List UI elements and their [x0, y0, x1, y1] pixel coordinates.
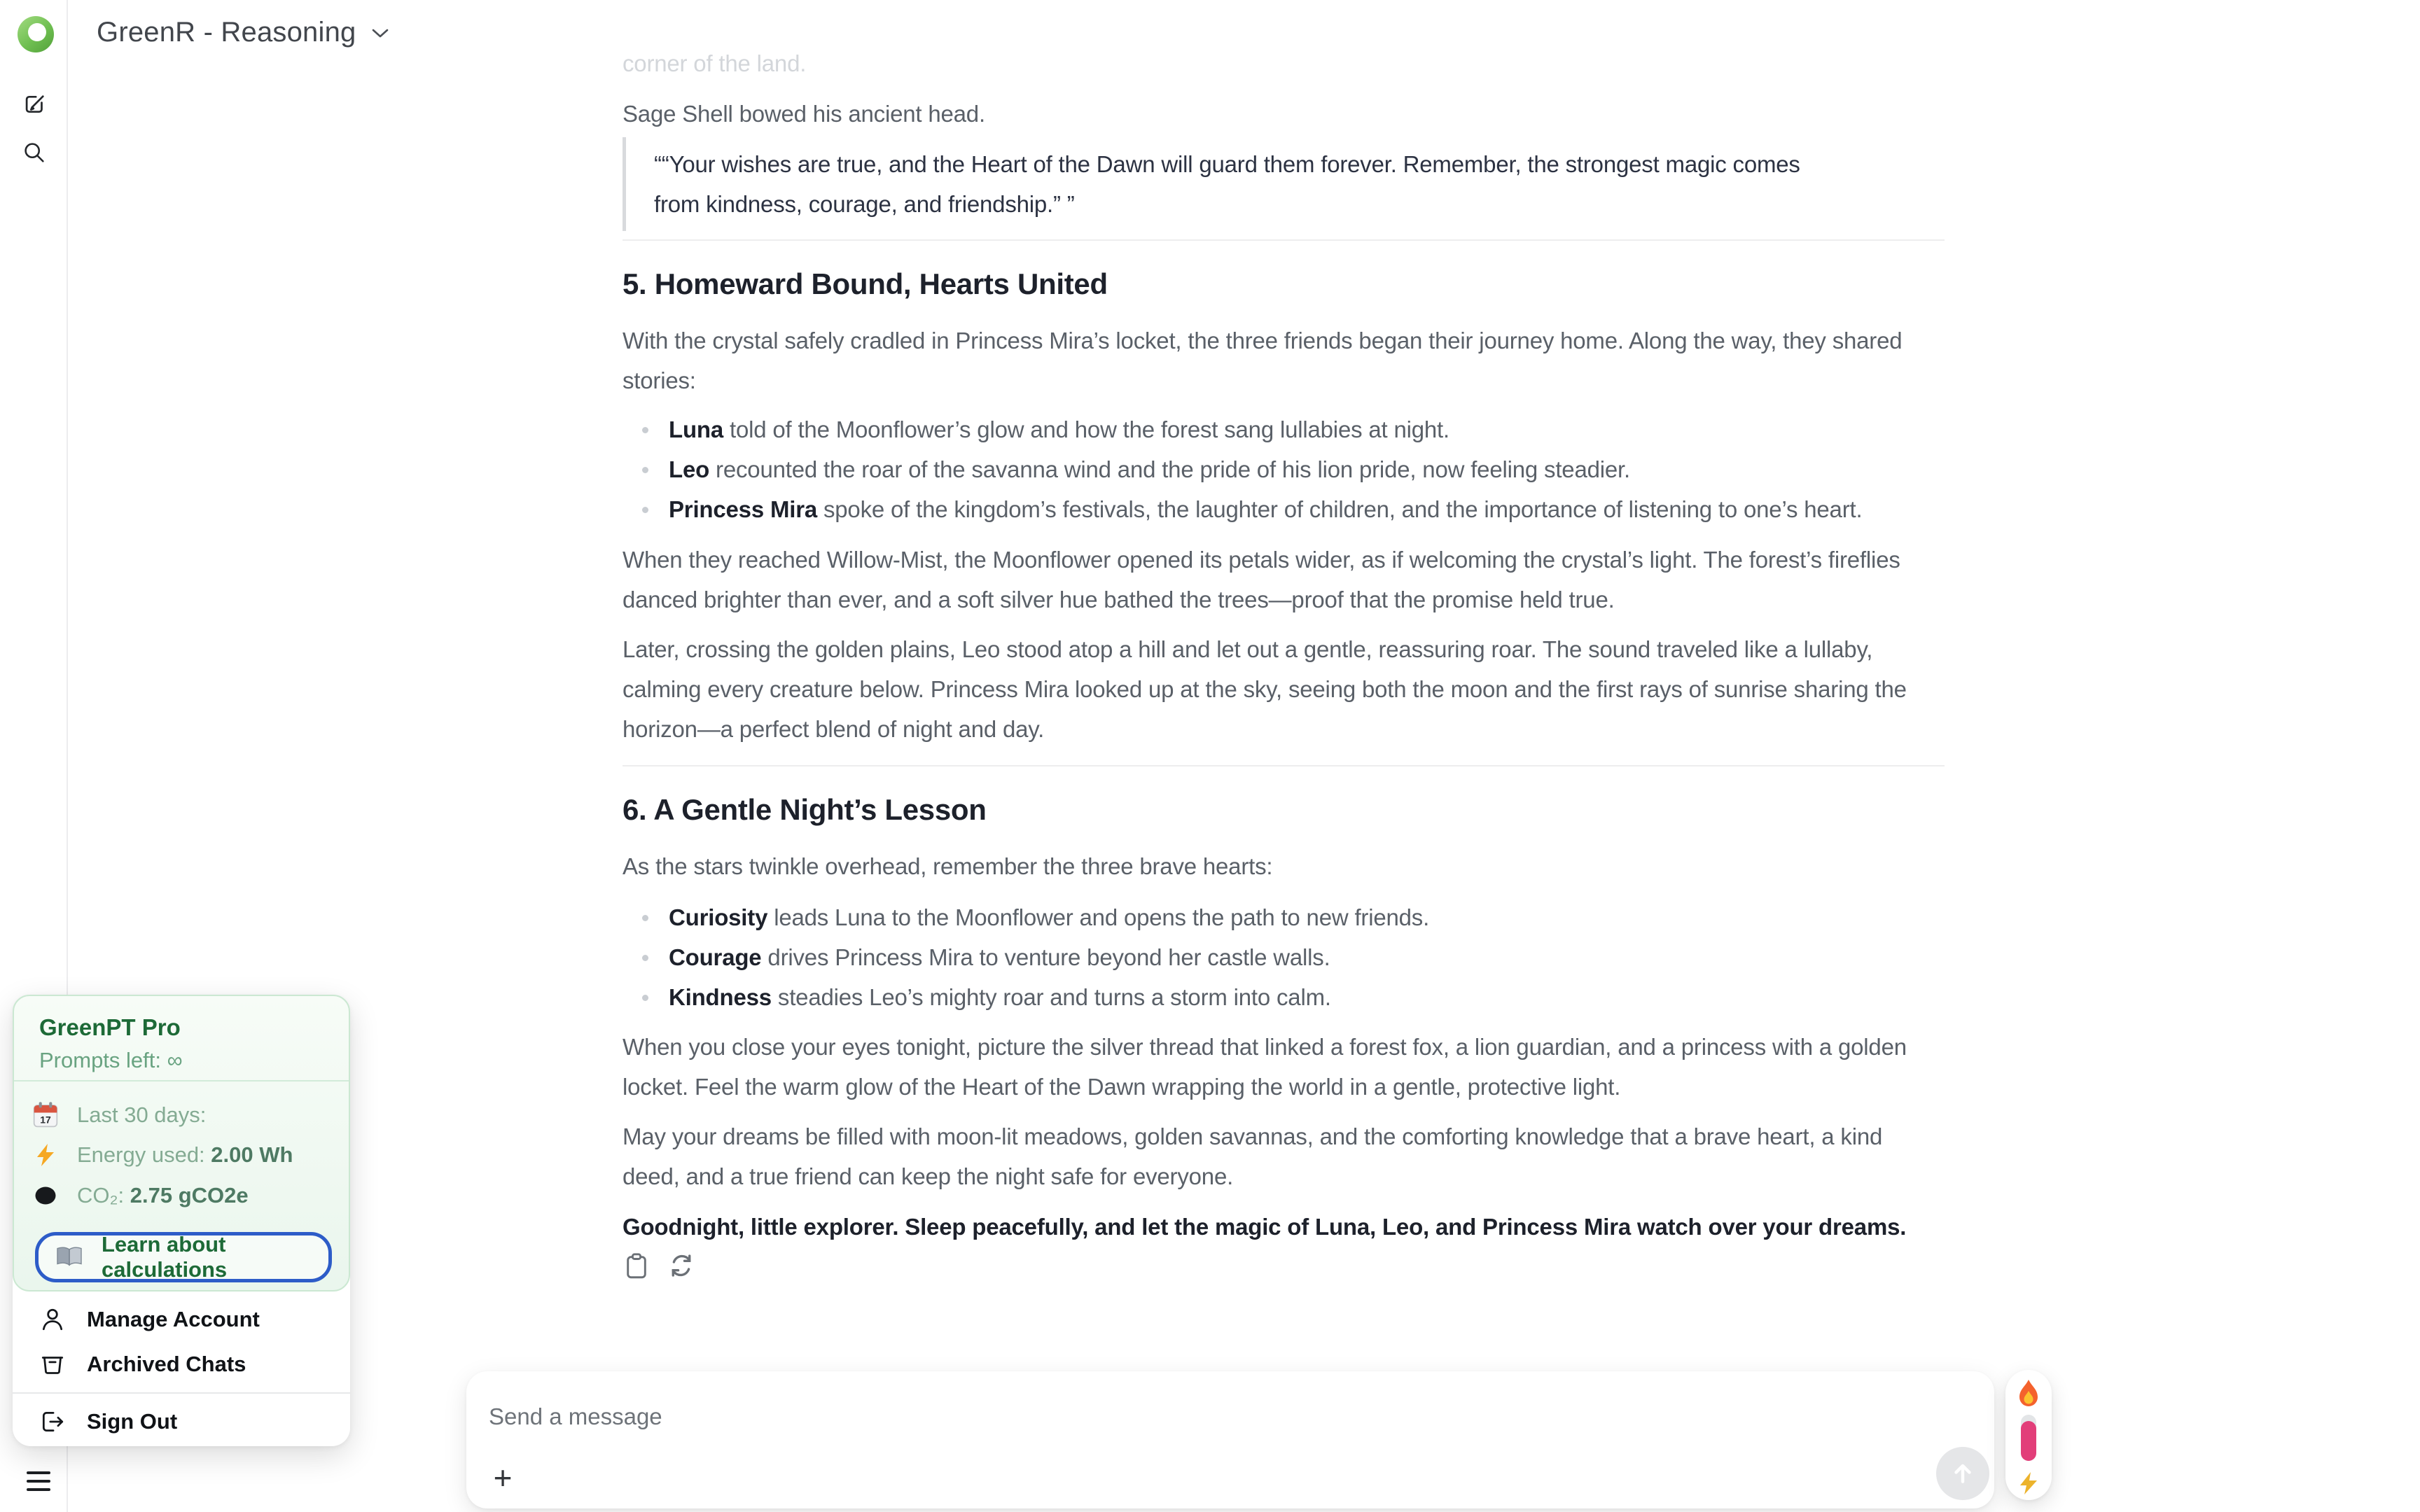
greenr-logo[interactable]	[18, 16, 54, 52]
divider	[14, 1080, 349, 1082]
composer-card	[466, 1371, 1994, 1508]
new-chat-icon	[22, 91, 48, 118]
menu-item-archived-chats[interactable]	[13, 1342, 350, 1387]
attach-button[interactable]	[485, 1458, 521, 1497]
section-heading: 5. Homeward Bound, Hearts United	[623, 267, 1108, 300]
paragraph: When they reached Willow-Mist, the Moonflower opened its petals wider, as if welcoming the crystal’s light. The forest’s fireflies danced brighter than ever, and a soft silver hue bathed the trees—proof that the promise held true.	[623, 547, 1900, 612]
energy-meter-widget[interactable]	[2005, 1370, 2052, 1500]
list-item: Kindness steadies Leo’s mighty roar and turns a storm into calm.	[623, 977, 1945, 1017]
stat-energy	[14, 1135, 349, 1175]
bullet-list	[623, 410, 1945, 529]
sign-out-icon	[39, 1408, 66, 1435]
black-circle-icon	[14, 1184, 77, 1208]
list-item: Leo recounted the roar of the savanna wind and the pride of his lion pride, now feeling steadier.	[623, 449, 1945, 489]
chevron-down-icon	[371, 27, 389, 39]
chat-transcript	[623, 0, 1945, 1330]
list-item: Princess Mira spoke of the kingdom’s festivals, the laughter of children, and the importance of listening to one’s heart.	[623, 489, 1945, 529]
stat-period-label: Last 30 days:	[77, 1102, 207, 1127]
stat-co2-text: CO₂: 2.75 gCO2e	[77, 1183, 249, 1208]
search-icon	[22, 140, 47, 165]
blockquote: ““Your wishes are true, and the Heart of the Dawn will guard them forever. Remember, the strongest magic comes from kindness, courage, and friendship.” ”	[623, 137, 1813, 231]
send-button[interactable]	[1936, 1447, 1989, 1500]
list-item: Curiosity leads Luna to the Moonflower and opens the path to new friends.	[623, 897, 1945, 937]
menu-item-label: Sign Out	[87, 1409, 178, 1434]
scrolled-paragraph-fragment: corner of the land.	[623, 50, 807, 76]
energy-meter-fill	[2021, 1421, 2036, 1461]
list-item: Luna told of the Moonflower’s glow and how the forest sang lullabies at night.	[623, 410, 1945, 449]
paragraph: When you close your eyes tonight, picture the silver thread that linked a forest fox, a lion guardian, and a princess with a golden locket. Feel the warm glow of the Heart of the Dawn wrapping the world in a gentle, protective light.	[623, 1034, 1907, 1100]
send-arrow-icon	[1949, 1460, 1976, 1487]
stat-period	[14, 1096, 349, 1135]
archive-icon	[39, 1351, 66, 1378]
paragraph: With the crystal safely cradled in Princess Mira’s locket, the three friends began their journey home. Along the way, they shared stories:	[623, 328, 1903, 393]
copy-button[interactable]	[623, 1252, 651, 1280]
menu-item-label: Manage Account	[87, 1307, 260, 1331]
paragraph: May your dreams be filled with moon-lit meadows, golden savannas, and the comforting knowledge that a brave heart, a kind deed, and a true friend can keep the night safe for everyone.	[623, 1124, 1883, 1189]
search-button[interactable]	[22, 140, 47, 165]
menu-item-label: Archived Chats	[87, 1352, 246, 1376]
learn-button-label: Learn about calculations	[102, 1232, 228, 1282]
svg-text:17: 17	[40, 1114, 51, 1126]
message-input-placeholder: Send a message	[489, 1404, 662, 1429]
plan-name: GreenPT Pro	[39, 1014, 181, 1040]
paragraph: As the stars twinkle overhead, remember the three brave hearts:	[623, 853, 1273, 879]
calendar-icon	[14, 1100, 77, 1130]
learn-about-calculations-button[interactable]	[35, 1232, 332, 1282]
hamburger-menu-icon[interactable]	[27, 1471, 50, 1491]
prompts-left: Prompts left: ∞	[39, 1048, 183, 1072]
message-actions	[623, 1252, 695, 1280]
stat-energy-text: Energy used: 2.00 Wh	[77, 1142, 293, 1167]
menu-item-manage-account[interactable]	[13, 1297, 350, 1342]
new-chat-button[interactable]	[22, 91, 48, 118]
closing-bold-paragraph: Goodnight, little explorer. Sleep peacefully, and let the magic of Luna, Leo, and Princess Mira watch over your dreams.	[623, 1214, 1907, 1240]
plus-icon: +	[493, 1460, 513, 1496]
zap-icon	[14, 1142, 77, 1168]
stat-co2	[14, 1176, 349, 1215]
bolt-icon	[2016, 1471, 2041, 1496]
energy-meter-track[interactable]	[2021, 1415, 2036, 1461]
paragraph: Later, crossing the golden plains, Leo stood atop a hill and let out a gentle, reassuring roar. The sound traveled like a lullaby, calming every creature below. Princess Mira looked up at the sky, seeing both the moon and the first rays of sunrise sharing the horizon—a perfect blend of night and day.	[623, 636, 1907, 742]
message-input[interactable]	[466, 1371, 1994, 1508]
model-selector[interactable]	[97, 17, 389, 48]
divider	[623, 765, 1945, 766]
divider	[623, 239, 1945, 241]
bullet-list	[623, 897, 1945, 1017]
list-item: Courage drives Princess Mira to venture beyond her castle walls.	[623, 937, 1945, 977]
menu-item-sign-out[interactable]	[13, 1399, 350, 1444]
account-menu	[13, 1297, 350, 1444]
section-heading: 6. A Gentle Night’s Lesson	[623, 793, 987, 826]
divider	[13, 1392, 350, 1394]
regenerate-button[interactable]	[667, 1252, 695, 1280]
open-book-icon	[55, 1246, 83, 1268]
account-popup	[13, 995, 350, 1446]
page-title: GreenR - Reasoning	[97, 17, 356, 48]
regenerate-icon	[668, 1252, 695, 1279]
person-icon	[39, 1306, 66, 1333]
fire-icon	[2015, 1378, 2043, 1409]
plan-card	[13, 995, 350, 1292]
paragraph: Sage Shell bowed his ancient head.	[623, 101, 985, 127]
copy-icon	[625, 1252, 648, 1279]
